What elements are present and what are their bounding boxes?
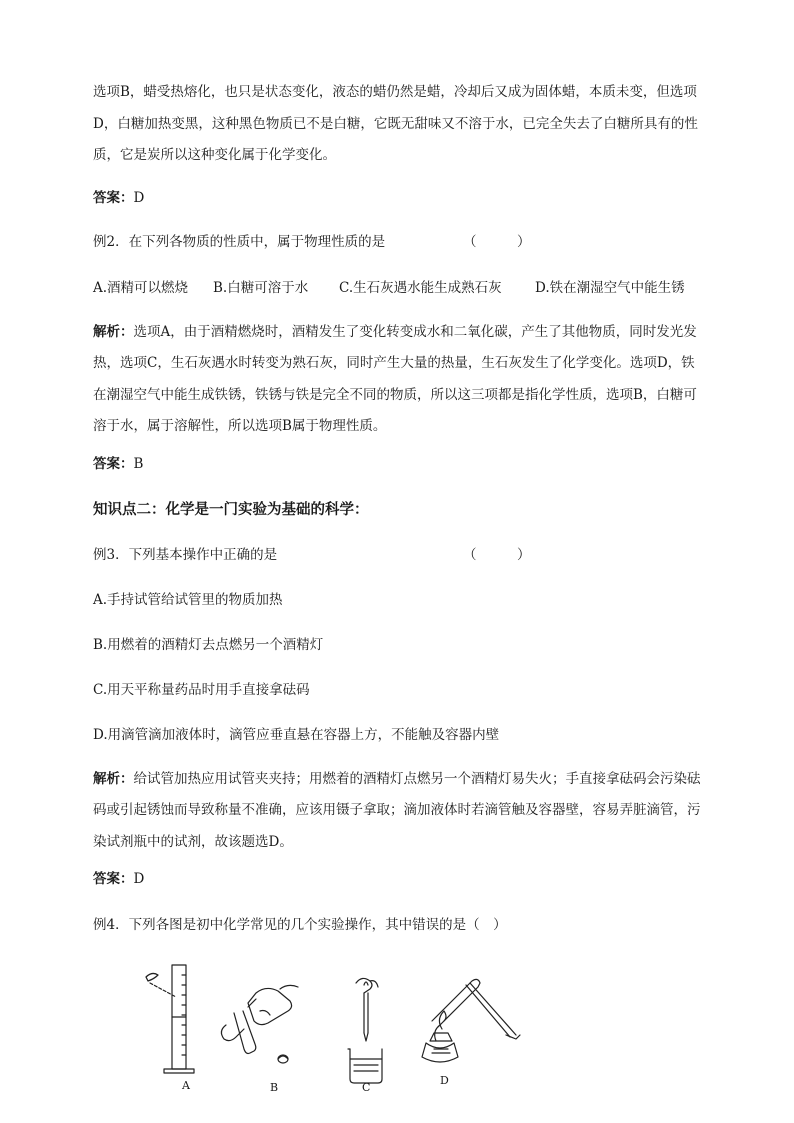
lab-figure-svg <box>130 955 550 1105</box>
ex2-answer <box>93 454 733 474</box>
ex2-question-line <box>93 232 733 252</box>
ex2-analysis-line2: 热，选项C，生石灰遇水时转变为熟石灰，同时产生大量的热量，生石灰发生了化学变化。选项D，铁 <box>93 355 695 371</box>
ex2-analysis-line4: 溶于水，属于溶解性，所以选项B属于物理性质。 <box>93 418 387 434</box>
answer-label: 答案： <box>93 190 134 206</box>
figure-c-dropper-beaker <box>348 978 382 1083</box>
figure-label-b: B <box>270 1081 279 1094</box>
answer-label: 答案： <box>93 456 134 472</box>
ex2-option-a: A.酒精可以燃烧 <box>93 280 189 296</box>
answer1 <box>93 188 733 208</box>
ex2-option-c: C.生石灰遇水能生成熟石灰 <box>339 280 502 296</box>
answer-label: 答案： <box>93 871 134 887</box>
ex2-answer-blank: （ ） <box>463 234 531 250</box>
ex3-option-c: C.用天平称量药品时用手直接拿砝码 <box>93 682 310 698</box>
ex3-option-a: A.手持试管给试管里的物质加热 <box>93 592 283 608</box>
ex3-answer <box>93 869 733 889</box>
ex3-question-line <box>93 545 733 565</box>
ex4-question: 例4．下列各图是初中化学常见的几个实验操作，其中错误的是（ ） <box>93 917 507 933</box>
figure-label-d: D <box>440 1074 449 1087</box>
figure-label-c: C <box>362 1081 371 1094</box>
analysis-label: 解析： <box>93 771 134 787</box>
figure-d-heating-test-tube <box>422 979 520 1062</box>
answer-value: D <box>133 871 145 887</box>
ex2-option-b: B.白糖可溶于水 <box>213 280 309 296</box>
para1-line2: D，白糖加热变黑，这种黑色物质已不是白糖，它既无甜味又不溶于水，已完全失去了白糖所具有的性 <box>93 116 698 132</box>
para1-line1: 选项B，蜡受热熔化，也只是状态变化，液态的蜡仍然是蜡，冷却后又成为固体蜡，本质未变，但选项 <box>93 84 697 100</box>
ex3-analysis-line3: 染试剂瓶中的试剂，故该题选D。 <box>93 834 293 850</box>
ex3-option-b: B.用燃着的酒精灯去点燃另一个酒精灯 <box>93 637 324 653</box>
figure-b-pouring-liquid <box>221 985 298 1063</box>
para1-line3: 质，它是炭所以这种变化属于化学变化。 <box>93 147 336 163</box>
ex3-analysis-line1 <box>93 769 733 789</box>
ex2-analysis-line1 <box>93 322 733 342</box>
section-heading: 知识点二：化学是一门实验为基础的科学： <box>93 501 369 518</box>
answer-value: D <box>133 190 145 206</box>
ex3-answer-blank: （ ） <box>463 547 531 563</box>
ex2-option-d: D.铁在潮湿空气中能生锈 <box>535 280 685 296</box>
figure-a-graduated-cylinder <box>146 965 194 1073</box>
ex2-question: 例2．在下列各物质的性质中，属于物理性质的是 <box>93 234 386 250</box>
figure-label-a: A <box>182 1079 190 1092</box>
ex3-option-d: D.用滴管滴加液体时，滴管应垂直悬在容器上方，不能触及容器内壁 <box>93 727 500 743</box>
analysis-text: 给试管加热应用试管夹夹持；用燃着的酒精灯点燃另一个酒精灯易失火；手直接拿砝码会污染砝 <box>133 771 701 787</box>
analysis-label: 解析： <box>93 324 134 340</box>
ex3-question: 例3．下列基本操作中正确的是 <box>93 547 278 563</box>
analysis-text: 选项A，由于酒精燃烧时，酒精发生了变化转变成水和二氧化碳，产生了其他物质，同时发光发 <box>133 324 697 340</box>
answer-value: B <box>133 456 144 472</box>
ex3-analysis-line2: 码或引起锈蚀而导致称量不准确，应该用镊子拿取；滴加液体时若滴管触及容器壁，容易弄脏滴管，污 <box>93 802 701 818</box>
ex2-analysis-line3: 在潮湿空气中能生成铁锈，铁锈与铁是完全不同的物质，所以这三项都是指化学性质，选项B，白糖可 <box>93 387 697 403</box>
lab-operations-figure <box>130 955 550 1105</box>
